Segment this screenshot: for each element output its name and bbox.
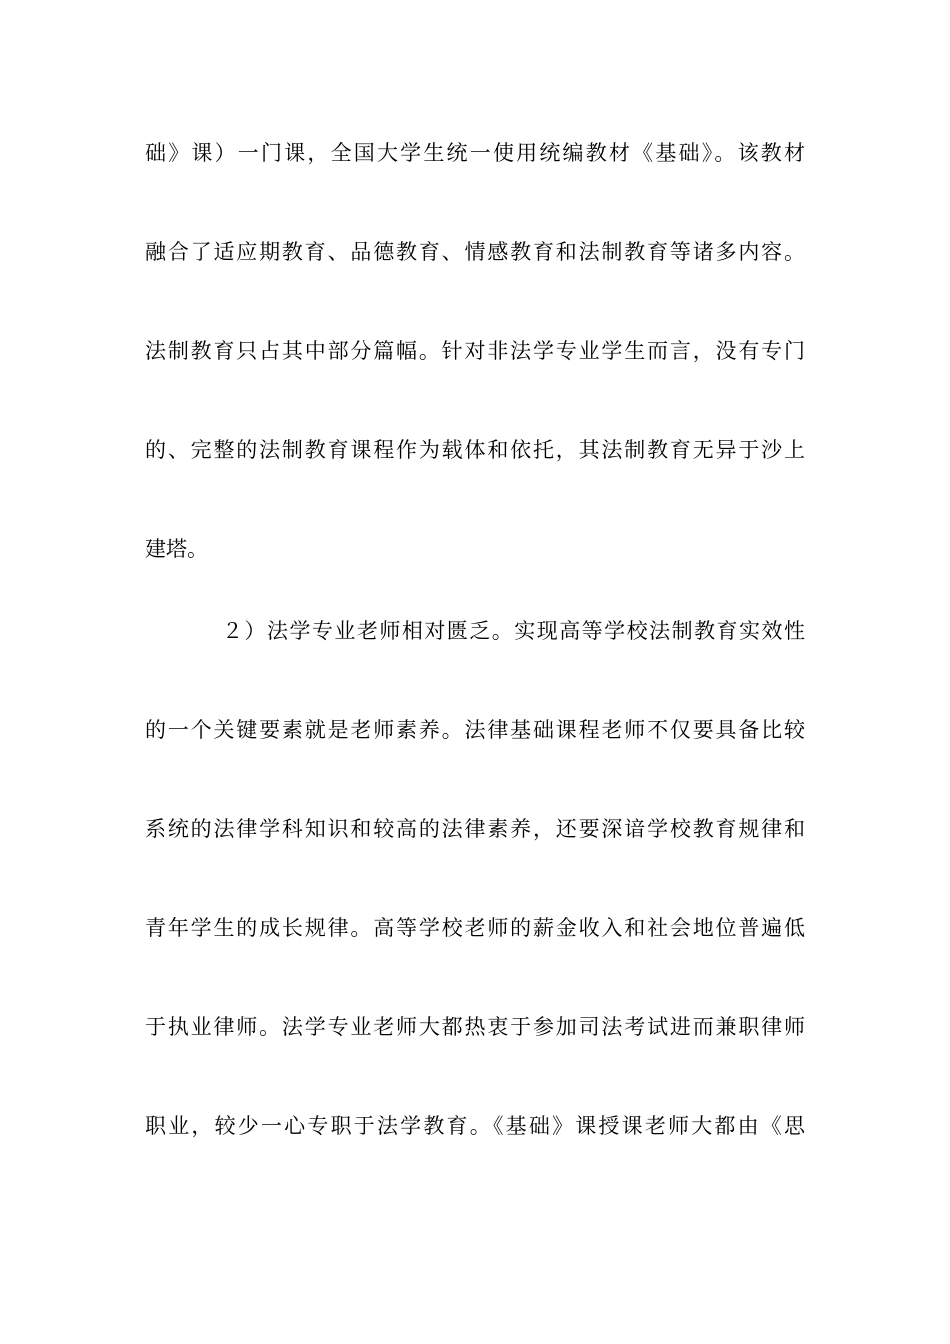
paragraph-line: 础》课）一门课，全国大学生统一使用统编教材《基础》。该教材 (145, 141, 805, 165)
paragraph-line: 的一个关键要素就是老师素养。法律基础课程老师不仅要具备比较 (145, 718, 805, 742)
paragraph-line: 法制教育只占其中部分篇幅。针对非法学专业学生而言，没有专门 (145, 339, 805, 363)
paragraph-line: 职业，较少一心专职于法学教育。《基础》课授课老师大都由《思 (145, 1114, 805, 1138)
paragraph-line: 于执业律师。法学专业老师大都热衷于参加司法考试进而兼职律师 (145, 1015, 805, 1039)
paragraph-line: 青年学生的成长规律。高等学校老师的薪金收入和社会地位普遍低 (145, 916, 805, 940)
paragraph-line: ２）法学专业老师相对匮乏。实现高等学校法制教育实效性 (222, 619, 805, 643)
paragraph-line: 系统的法律学科知识和较高的法律素养，还要深谙学校教育规律和 (145, 817, 805, 841)
paragraph-line: 融合了适应期教育、品德教育、情感教育和法制教育等诸多内容。 (145, 240, 805, 264)
paragraph-line: 建塔。 (145, 537, 208, 561)
paragraph-line: 的、完整的法制教育课程作为载体和依托，其法制教育无异于沙上 (145, 438, 805, 462)
